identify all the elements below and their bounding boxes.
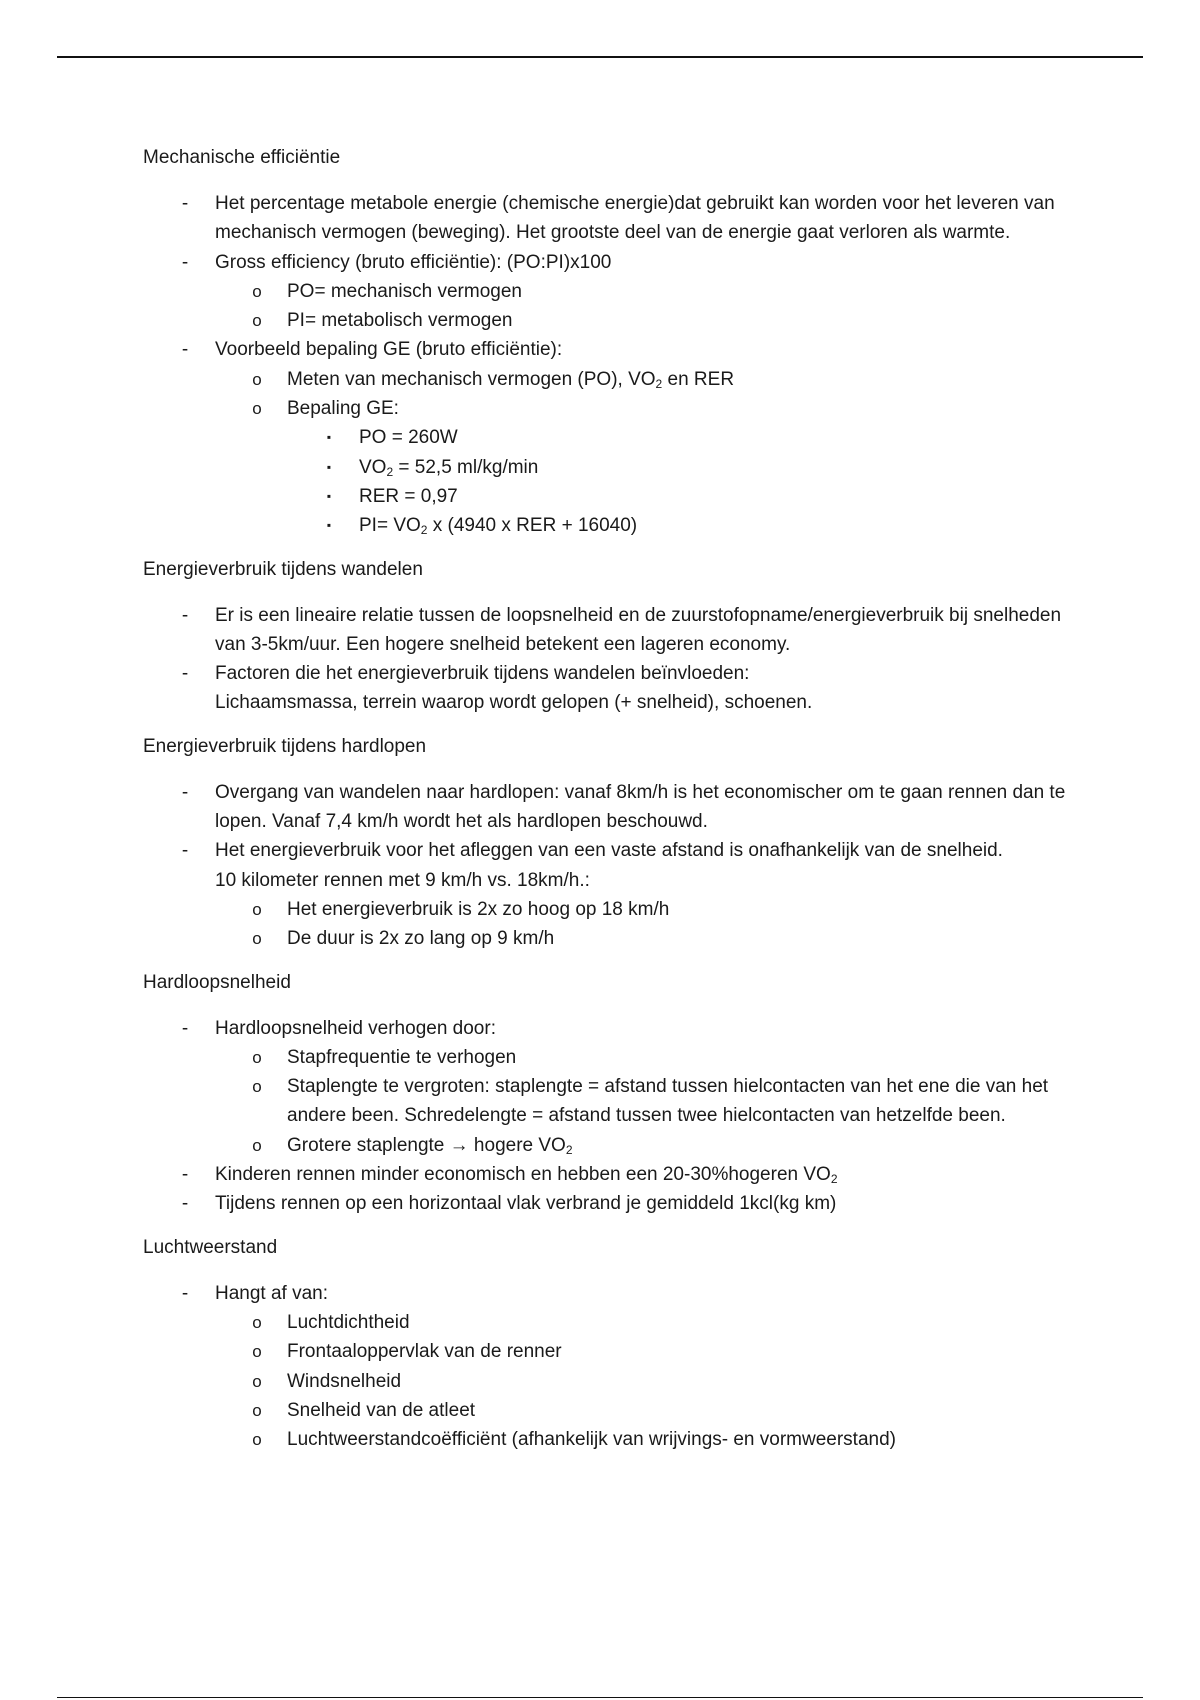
sub-list	[215, 277, 1083, 336]
section-heading: Hardloopsnelheid	[143, 971, 291, 993]
dash-bullet-icon: -	[181, 663, 189, 685]
section-mechanical-efficiency	[143, 143, 1083, 541]
sub-list	[215, 365, 1083, 541]
dash-bullet-icon: -	[181, 251, 189, 273]
dash-bullet-icon: -	[181, 339, 189, 361]
circle-bullet-icon: o	[252, 399, 262, 419]
sub-list	[215, 895, 1083, 954]
circle-bullet-icon: o	[252, 1400, 262, 1420]
dash-bullet-icon: -	[181, 1164, 189, 1186]
section-heading: Energieverbruik tijdens hardlopen	[143, 735, 427, 757]
sub-sub-list	[287, 423, 1083, 540]
list-item: ▪ RER = 0,97	[287, 482, 1083, 511]
list-item: o Staplengte te vergroten: staplengte = afstand tussen hielcontacten van het ene die van het andere been. Schredelengte = afstand tussen twee hielcontacten van hetzelfde been.	[215, 1072, 1083, 1131]
list-item: o Windsnelheid	[215, 1367, 1083, 1396]
dash-bullet-icon: -	[181, 1193, 189, 1215]
sub-list	[215, 1308, 1083, 1454]
section-heading: Mechanische efficiëntie	[143, 147, 341, 168]
subscript: 2	[420, 523, 428, 538]
list-item: o Stapfrequentie te verhogen	[215, 1043, 1083, 1072]
dash-bullet-icon: -	[181, 1017, 189, 1039]
section-air-resistance	[143, 1233, 1083, 1455]
circle-bullet-icon: o	[252, 1430, 262, 1450]
section-heading: Energieverbruik tijdens wandelen	[143, 558, 423, 580]
list-item: - Overgang van wandelen naar hardlopen: vanaf 8km/h is het economischer om te gaan rennen dan te lopen. Vanaf 7,4 km/h wordt het als hardlopen beschouwd.	[143, 778, 1083, 837]
list-item: o Grotere staplengte → hogere $VO_2$	[215, 1131, 1083, 1160]
dash-bullet-icon: -	[181, 193, 189, 214]
circle-bullet-icon: o	[252, 1135, 262, 1155]
list-item: - Hangt af van: o Luchtdichtheid o Frontaaloppervlak van de renner o Windsnelheid o Snelheid van de atleet o Luchtweerstandcoëfficiënt (afhankelijk van wrijvings- en vormweerstand)	[143, 1279, 1083, 1455]
list-item: - Gross efficiency (bruto efficiëntie): (PO:PI)x100 o PO= mechanisch vermogen o PI= metabolisch vermogen	[143, 248, 1083, 336]
square-bullet-icon: ▪	[326, 518, 332, 533]
list-item: - Het percentage metabole energie (chemische energie)dat gebruikt kan worden voor het leveren van mechanisch vermogen (beweging). Het grootste deel van de energie gaat verloren als warmte.	[143, 189, 1083, 248]
document-body	[143, 143, 1083, 1468]
subscript: 2	[386, 464, 394, 479]
list-item: ▪ PO = 260W	[287, 423, 1083, 452]
bullet-list	[143, 1279, 1083, 1455]
circle-bullet-icon: o	[252, 311, 262, 331]
sub-list	[215, 1043, 1083, 1160]
circle-bullet-icon: o	[252, 281, 262, 301]
list-item: o PO= mechanisch vermogen	[215, 277, 1083, 306]
section-heading: Luchtweerstand	[143, 1236, 278, 1258]
subscript: 2	[565, 1142, 573, 1157]
list-item: o Frontaaloppervlak van de renner	[215, 1337, 1083, 1366]
bullet-list	[143, 1014, 1083, 1219]
list-item: - Voorbeeld bepaling GE (bruto efficiëntie): o Meten van mechanisch vermogen (PO), $VO_2$ en RER o Bepaling GE: ▪ PO = 260W ▪ $VO_2 = 52,5$ ml/kg/min ▪ RER = 0,97 ▪ $PI= VO_2$ x (4940 x RER + 16040)	[143, 335, 1083, 540]
dash-bullet-icon: -	[181, 781, 189, 803]
list-item: - Tijdens rennen op een horizontaal vlak verbrand je gemiddeld 1kcl(kg km)	[143, 1189, 1083, 1218]
bullet-list	[143, 778, 1083, 954]
subscript: 2	[655, 376, 663, 391]
list-item: o Meten van mechanisch vermogen (PO), $VO_2$ en RER	[215, 365, 1083, 394]
list-item: - Hardloopsnelheid verhogen door: o Stapfrequentie te verhogen o Staplengte te vergroten: staplengte = afstand tussen hielcontacten van het ene die van het andere been. Schredelengte = afstand tussen twee hielcontacten van hetzelfde been. o Grotere staplengte → hogere $VO_2$	[143, 1014, 1083, 1160]
subscript: 2	[830, 1172, 838, 1187]
list-item: o Snelheid van de atleet	[215, 1396, 1083, 1425]
square-bullet-icon: ▪	[326, 488, 332, 503]
bullet-list	[143, 189, 1083, 541]
list-item: - Factoren die het energieverbruik tijdens wandelen beïnvloeden: Lichaamsmassa, terrein waarop wordt gelopen (+ snelheid), schoenen.	[143, 659, 1083, 718]
list-item: o De duur is 2x zo lang op 9 km/h	[215, 924, 1083, 953]
circle-bullet-icon: o	[252, 1342, 262, 1362]
list-item: ▪ $PI= VO_2$ x (4940 x RER + 16040)	[287, 511, 1083, 540]
list-item: - Kinderen rennen minder economisch en hebben een 20-30%hogeren $VO_2$	[143, 1160, 1083, 1189]
header-rule	[57, 56, 1143, 58]
section-running	[143, 732, 1083, 954]
footer-rule	[57, 1697, 1143, 1698]
section-running-speed	[143, 968, 1083, 1219]
circle-bullet-icon: o	[252, 369, 262, 389]
bullet-list	[143, 601, 1083, 718]
circle-bullet-icon: o	[252, 899, 262, 919]
list-item: o Luchtdichtheid	[215, 1308, 1083, 1337]
dash-bullet-icon: -	[181, 1282, 189, 1304]
square-bullet-icon: ▪	[326, 459, 332, 474]
dash-bullet-icon: -	[181, 840, 189, 862]
list-item: ▪ $VO_2 = 52,5$ ml/kg/min	[287, 453, 1083, 482]
list-item: o Het energieverbruik is 2x zo hoog op 18 km/h	[215, 895, 1083, 924]
list-item: - Er is een lineaire relatie tussen de loopsnelheid en de zuurstofopname/energieverbruik bij snelheden van 3-5km/uur. Een hogere snelheid betekent een lageren economy.	[143, 601, 1083, 660]
section-walking	[143, 555, 1083, 718]
list-item: o Bepaling GE: ▪ PO = 260W ▪ $VO_2 = 52,5$ ml/kg/min ▪ RER = 0,97 ▪ $PI= VO_2$ x (4940 x RER + 16040)	[215, 394, 1083, 540]
circle-bullet-icon: o	[252, 1371, 262, 1391]
circle-bullet-icon: o	[252, 1077, 262, 1097]
list-item: - Het energieverbruik voor het afleggen van een vaste afstand is onafhankelijk van de snelheid. 10 kilometer rennen met 9 km/h vs. 18km/h.: o Het energieverbruik is 2x zo hoog op 18 km/h o De duur is 2x zo lang op 9 km/h	[143, 836, 1083, 953]
list-item: o PI= metabolisch vermogen	[215, 306, 1083, 335]
list-item: o Luchtweerstandcoëfficiënt (afhankelijk van wrijvings- en vormweerstand)	[215, 1425, 1083, 1454]
square-bullet-icon: ▪	[326, 430, 332, 445]
dash-bullet-icon: -	[181, 604, 189, 626]
circle-bullet-icon: o	[252, 1312, 262, 1332]
circle-bullet-icon: o	[252, 1047, 262, 1067]
circle-bullet-icon: o	[252, 929, 262, 949]
